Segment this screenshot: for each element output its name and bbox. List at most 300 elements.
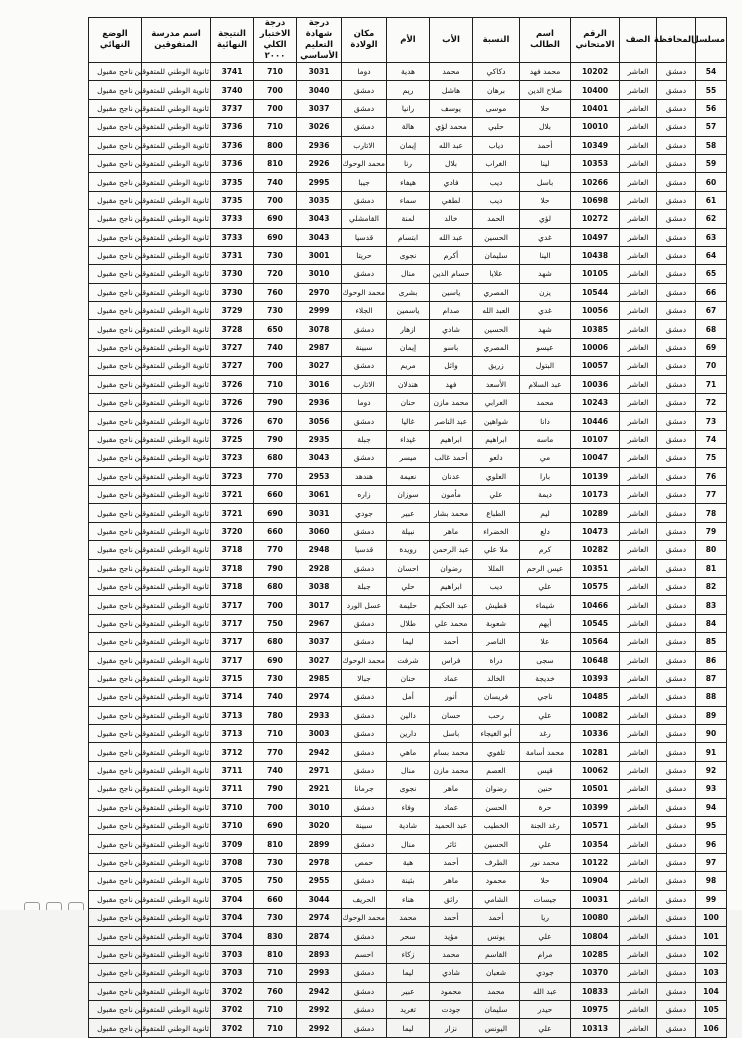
cell-final-status: ناجح مقبول	[89, 651, 142, 669]
cell-final-status: ناجح مقبول	[89, 596, 142, 614]
cell-school-name: ثانوية الوطني للمتفوقين	[142, 283, 211, 301]
cell-student-name: بلال	[520, 118, 571, 136]
cell-serial: 94	[696, 798, 727, 816]
cell-final-result: 3705	[211, 872, 254, 890]
cell-basic-education-score: 2936	[297, 136, 342, 154]
cell-governorate: دمشق	[657, 577, 696, 595]
cell-final-status: ناجح مقبول	[89, 633, 142, 651]
cell-basic-education-score: 3010	[297, 798, 342, 816]
cell-basic-education-score: 2974	[297, 908, 342, 926]
cell-final-status: ناجح مقبول	[89, 504, 142, 522]
cell-total-test-score: 700	[254, 81, 297, 99]
cell-basic-education-score: 2992	[297, 1019, 342, 1037]
cell-mother-name: سوزان	[387, 485, 430, 503]
cell-final-result: 3702	[211, 982, 254, 1000]
cell-final-result: 3726	[211, 394, 254, 412]
cell-mother-name: أمل	[387, 688, 430, 706]
cell-grade: العاشر	[620, 743, 657, 761]
cell-final-result: 3733	[211, 228, 254, 246]
cell-governorate: دمشق	[657, 890, 696, 908]
cell-grade: العاشر	[620, 191, 657, 209]
cell-exam-number: 10082	[571, 706, 620, 724]
cell-grade: العاشر	[620, 651, 657, 669]
cell-student-name: حلا	[520, 99, 571, 117]
cell-basic-education-score: 2942	[297, 982, 342, 1000]
cell-surname: موسى	[473, 99, 520, 117]
cell-basic-education-score: 3060	[297, 522, 342, 540]
cell-mother-name: دارين	[387, 725, 430, 743]
cell-student-name: علا	[520, 633, 571, 651]
cell-birthplace: دمشق	[342, 964, 387, 982]
cell-student-name: بارا	[520, 467, 571, 485]
cell-father-name: محمد بسام	[430, 743, 473, 761]
cell-grade: العاشر	[620, 1000, 657, 1018]
cell-father-name: رائق	[430, 890, 473, 908]
cell-school-name: ثانوية الوطني للمتفوقين	[142, 596, 211, 614]
cell-student-name: حيدر	[520, 1000, 571, 1018]
cell-father-name: عبد الناصر	[430, 412, 473, 430]
cell-father-name: ابراهيم	[430, 430, 473, 448]
cell-basic-education-score: 3040	[297, 81, 342, 99]
binder-mark-icon	[46, 902, 62, 910]
table-row	[89, 449, 727, 467]
cell-exam-number: 10281	[571, 743, 620, 761]
cell-total-test-score: 710	[254, 1000, 297, 1018]
cell-final-result: 3730	[211, 265, 254, 283]
cell-exam-number: 10080	[571, 908, 620, 926]
cell-father-name: هاشل	[430, 81, 473, 99]
column-header-mother-name: الأم	[387, 18, 430, 63]
cell-serial: 102	[696, 945, 727, 963]
cell-mother-name: حليمة	[387, 596, 430, 614]
cell-governorate: دمشق	[657, 522, 696, 540]
cell-final-result: 3718	[211, 541, 254, 559]
table-row	[89, 541, 727, 559]
cell-mother-name: نجوى	[387, 246, 430, 264]
cell-governorate: دمشق	[657, 191, 696, 209]
cell-total-test-score: 690	[254, 228, 297, 246]
cell-serial: 68	[696, 320, 727, 338]
cell-final-status: ناجح مقبول	[89, 835, 142, 853]
table-row	[89, 1019, 727, 1037]
cell-grade: العاشر	[620, 559, 657, 577]
cell-school-name: ثانوية الوطني للمتفوقين	[142, 357, 211, 375]
cell-final-result: 3717	[211, 614, 254, 632]
cell-school-name: ثانوية الوطني للمتفوقين	[142, 853, 211, 871]
cell-school-name: ثانوية الوطني للمتفوقين	[142, 228, 211, 246]
cell-student-name: جيسات	[520, 890, 571, 908]
cell-serial: 59	[696, 154, 727, 172]
column-header-birthplace: مكان الولادة	[342, 18, 387, 63]
cell-governorate: دمشق	[657, 633, 696, 651]
cell-exam-number: 10289	[571, 504, 620, 522]
cell-school-name: ثانوية الوطني للمتفوقين	[142, 1019, 211, 1037]
cell-student-name: عيسو	[520, 338, 571, 356]
cell-student-name: مي	[520, 449, 571, 467]
cell-school-name: ثانوية الوطني للمتفوقين	[142, 725, 211, 743]
table-row	[89, 467, 727, 485]
cell-serial: 90	[696, 725, 727, 743]
cell-mother-name: ازهار	[387, 320, 430, 338]
cell-school-name: ثانوية الوطني للمتفوقين	[142, 338, 211, 356]
cell-student-name: دلع	[520, 522, 571, 540]
cell-mother-name: نعيمة	[387, 467, 430, 485]
table-row	[89, 173, 727, 191]
cell-final-result: 3727	[211, 357, 254, 375]
cell-father-name: فهد	[430, 375, 473, 393]
cell-governorate: دمشق	[657, 725, 696, 743]
cell-final-status: ناجح مقبول	[89, 81, 142, 99]
cell-exam-number: 10272	[571, 210, 620, 228]
cell-basic-education-score: 2992	[297, 1000, 342, 1018]
cell-serial: 72	[696, 394, 727, 412]
cell-father-name: حسام الدين	[430, 265, 473, 283]
cell-total-test-score: 780	[254, 706, 297, 724]
column-header-total-test-score: درجة الاختبار الكلي ٢٠٠٠	[254, 18, 297, 63]
cell-birthplace: قدسيا	[342, 541, 387, 559]
cell-exam-number: 10202	[571, 63, 620, 81]
cell-total-test-score: 740	[254, 173, 297, 191]
cell-birthplace: دمشق	[342, 761, 387, 779]
cell-final-status: ناجح مقبول	[89, 449, 142, 467]
cell-grade: العاشر	[620, 412, 657, 430]
cell-mother-name: ياسمين	[387, 302, 430, 320]
cell-basic-education-score: 3031	[297, 63, 342, 81]
column-header-grade: الصف	[620, 18, 657, 63]
results-table	[88, 17, 727, 1038]
cell-serial: 100	[696, 908, 727, 926]
cell-serial: 74	[696, 430, 727, 448]
cell-exam-number: 10975	[571, 1000, 620, 1018]
cell-serial: 64	[696, 246, 727, 264]
cell-basic-education-score: 2953	[297, 467, 342, 485]
cell-student-name: علي	[520, 706, 571, 724]
cell-final-result: 3735	[211, 191, 254, 209]
cell-student-name: محمد نور	[520, 853, 571, 871]
cell-final-status: ناجح مقبول	[89, 761, 142, 779]
cell-basic-education-score: 2985	[297, 669, 342, 687]
cell-father-name: عبد الله	[430, 228, 473, 246]
cell-surname: ابراهيم	[473, 430, 520, 448]
cell-surname: الحسن	[473, 798, 520, 816]
cell-surname: العصم	[473, 761, 520, 779]
table-row	[89, 338, 727, 356]
cell-serial: 97	[696, 853, 727, 871]
cell-final-status: ناجح مقبول	[89, 394, 142, 412]
cell-final-result: 3710	[211, 817, 254, 835]
cell-student-name: سجى	[520, 651, 571, 669]
cell-school-name: ثانوية الوطني للمتفوقين	[142, 743, 211, 761]
cell-governorate: دمشق	[657, 1019, 696, 1037]
cell-basic-education-score: 2993	[297, 964, 342, 982]
cell-school-name: ثانوية الوطني للمتفوقين	[142, 872, 211, 890]
table-row	[89, 651, 727, 669]
cell-school-name: ثانوية الوطني للمتفوقين	[142, 99, 211, 117]
cell-final-result: 3723	[211, 449, 254, 467]
cell-exam-number: 10698	[571, 191, 620, 209]
cell-school-name: ثانوية الوطني للمتفوقين	[142, 63, 211, 81]
cell-serial: 71	[696, 375, 727, 393]
cell-birthplace: هندهد	[342, 467, 387, 485]
cell-final-result: 3718	[211, 559, 254, 577]
cell-surname: دياب	[473, 136, 520, 154]
cell-grade: العاشر	[620, 725, 657, 743]
cell-school-name: ثانوية الوطني للمتفوقين	[142, 412, 211, 430]
cell-governorate: دمشق	[657, 982, 696, 1000]
column-header-basic-education-score: درجة شهادة التعليم الأساسي	[297, 18, 342, 63]
cell-surname: العرابي	[473, 394, 520, 412]
cell-school-name: ثانوية الوطني للمتفوقين	[142, 927, 211, 945]
cell-mother-name: بثينة	[387, 872, 430, 890]
cell-final-result: 3710	[211, 798, 254, 816]
table-row	[89, 136, 727, 154]
cell-birthplace: محمد الوحوك	[342, 283, 387, 301]
cell-final-result: 3730	[211, 283, 254, 301]
cell-father-name: وائل	[430, 357, 473, 375]
cell-mother-name: رويدة	[387, 541, 430, 559]
cell-basic-education-score: 2995	[297, 173, 342, 191]
cell-father-name: أنور	[430, 688, 473, 706]
cell-surname: دلعو	[473, 449, 520, 467]
cell-exam-number: 10313	[571, 1019, 620, 1037]
cell-school-name: ثانوية الوطني للمتفوقين	[142, 669, 211, 687]
cell-total-test-score: 700	[254, 798, 297, 816]
cell-total-test-score: 730	[254, 246, 297, 264]
cell-total-test-score: 750	[254, 614, 297, 632]
cell-final-result: 3721	[211, 485, 254, 503]
cell-exam-number: 10105	[571, 265, 620, 283]
cell-school-name: ثانوية الوطني للمتفوقين	[142, 541, 211, 559]
cell-grade: العاشر	[620, 81, 657, 99]
cell-total-test-score: 710	[254, 964, 297, 982]
cell-final-status: ناجح مقبول	[89, 706, 142, 724]
cell-total-test-score: 700	[254, 357, 297, 375]
cell-student-name: عبد الله	[520, 982, 571, 1000]
cell-serial: 83	[696, 596, 727, 614]
cell-final-status: ناجح مقبول	[89, 485, 142, 503]
cell-grade: العاشر	[620, 173, 657, 191]
cell-school-name: ثانوية الوطني للمتفوقين	[142, 798, 211, 816]
cell-governorate: دمشق	[657, 154, 696, 172]
cell-final-result: 3717	[211, 596, 254, 614]
cell-governorate: دمشق	[657, 743, 696, 761]
cell-final-result: 3717	[211, 651, 254, 669]
cell-student-name: ليم	[520, 504, 571, 522]
cell-exam-number: 10351	[571, 559, 620, 577]
cell-birthplace: دمشق	[342, 81, 387, 99]
cell-total-test-score: 670	[254, 412, 297, 430]
cell-student-name: محمد	[520, 394, 571, 412]
cell-school-name: ثانوية الوطني للمتفوقين	[142, 761, 211, 779]
cell-student-name: حلا	[520, 872, 571, 890]
cell-final-result: 3702	[211, 1019, 254, 1037]
cell-student-name: رغد	[520, 725, 571, 743]
cell-school-name: ثانوية الوطني للمتفوقين	[142, 449, 211, 467]
cell-mother-name: منال	[387, 835, 430, 853]
table-row	[89, 210, 727, 228]
cell-father-name: باسو	[430, 338, 473, 356]
cell-school-name: ثانوية الوطني للمتفوقين	[142, 964, 211, 982]
cell-mother-name: حنان	[387, 669, 430, 687]
cell-governorate: دمشق	[657, 265, 696, 283]
cell-total-test-score: 830	[254, 927, 297, 945]
cell-serial: 60	[696, 173, 727, 191]
cell-father-name: ثائر	[430, 835, 473, 853]
cell-mother-name: محمد	[387, 908, 430, 926]
cell-final-status: ناجح مقبول	[89, 99, 142, 117]
table-row	[89, 798, 727, 816]
cell-school-name: ثانوية الوطني للمتفوقين	[142, 688, 211, 706]
cell-final-status: ناجح مقبول	[89, 669, 142, 687]
cell-basic-education-score: 2874	[297, 927, 342, 945]
cell-governorate: دمشق	[657, 320, 696, 338]
cell-surname: يونس	[473, 927, 520, 945]
cell-surname: المصري	[473, 338, 520, 356]
cell-student-name: دانا	[520, 412, 571, 430]
column-header-student-name: اسم الطالب	[520, 18, 571, 63]
cell-final-status: ناجح مقبول	[89, 559, 142, 577]
cell-final-status: ناجح مقبول	[89, 1000, 142, 1018]
cell-surname: شعبان	[473, 964, 520, 982]
cell-governorate: دمشق	[657, 964, 696, 982]
cell-student-name: جودي	[520, 964, 571, 982]
cell-father-name: محمد	[430, 63, 473, 81]
cell-surname: المللا	[473, 559, 520, 577]
cell-governorate: دمشق	[657, 817, 696, 835]
cell-exam-number: 10466	[571, 596, 620, 614]
table-row	[89, 577, 727, 595]
cell-serial: 96	[696, 835, 727, 853]
cell-governorate: دمشق	[657, 1000, 696, 1018]
cell-exam-number: 10056	[571, 302, 620, 320]
cell-serial: 62	[696, 210, 727, 228]
cell-exam-number: 10285	[571, 945, 620, 963]
cell-final-result: 3709	[211, 835, 254, 853]
column-header-father-name: الأب	[430, 18, 473, 63]
cell-exam-number: 10173	[571, 485, 620, 503]
cell-grade: العاشر	[620, 522, 657, 540]
cell-final-result: 3711	[211, 780, 254, 798]
cell-student-name: لينا	[520, 154, 571, 172]
cell-father-name: محمد مازن	[430, 761, 473, 779]
cell-total-test-score: 710	[254, 118, 297, 136]
cell-total-test-score: 710	[254, 375, 297, 393]
table-row	[89, 246, 727, 264]
cell-total-test-score: 710	[254, 725, 297, 743]
cell-governorate: دمشق	[657, 485, 696, 503]
cell-total-test-score: 680	[254, 633, 297, 651]
cell-mother-name: حنان	[387, 394, 430, 412]
cell-mother-name: شرفت	[387, 651, 430, 669]
cell-final-status: ناجح مقبول	[89, 302, 142, 320]
cell-mother-name: عبير	[387, 504, 430, 522]
cell-final-result: 3717	[211, 633, 254, 651]
cell-mother-name: منال	[387, 761, 430, 779]
cell-mother-name: ماهي	[387, 743, 430, 761]
cell-birthplace: دمشق	[342, 449, 387, 467]
cell-father-name: عبد الحميد	[430, 817, 473, 835]
cell-serial: 105	[696, 1000, 727, 1018]
cell-final-result: 3704	[211, 890, 254, 908]
cell-final-result: 3723	[211, 467, 254, 485]
cell-governorate: دمشق	[657, 228, 696, 246]
cell-birthplace: سبينة	[342, 817, 387, 835]
cell-governorate: دمشق	[657, 688, 696, 706]
cell-father-name: يوسف	[430, 99, 473, 117]
cell-exam-number: 10497	[571, 228, 620, 246]
cell-exam-number: 10266	[571, 173, 620, 191]
cell-governorate: دمشق	[657, 283, 696, 301]
cell-governorate: دمشق	[657, 430, 696, 448]
cell-student-name: محمد فهد	[520, 63, 571, 81]
cell-birthplace: دمشق	[342, 706, 387, 724]
cell-final-status: ناجح مقبول	[89, 614, 142, 632]
cell-mother-name: زكاء	[387, 945, 430, 963]
cell-surname: ديب	[473, 173, 520, 191]
cell-school-name: ثانوية الوطني للمتفوقين	[142, 706, 211, 724]
cell-serial: 66	[696, 283, 727, 301]
cell-grade: العاشر	[620, 467, 657, 485]
cell-student-name: ريا	[520, 908, 571, 926]
cell-basic-education-score: 3017	[297, 596, 342, 614]
cell-governorate: دمشق	[657, 780, 696, 798]
cell-surname: زريق	[473, 357, 520, 375]
cell-school-name: ثانوية الوطني للمتفوقين	[142, 191, 211, 209]
cell-student-name: حرة	[520, 798, 571, 816]
cell-grade: العاشر	[620, 614, 657, 632]
cell-governorate: دمشق	[657, 835, 696, 853]
cell-serial: 65	[696, 265, 727, 283]
cell-birthplace: دوما	[342, 63, 387, 81]
cell-birthplace: دمشق	[342, 614, 387, 632]
cell-grade: العاشر	[620, 265, 657, 283]
table-row	[89, 964, 727, 982]
cell-father-name: أحمد	[430, 908, 473, 926]
cell-birthplace: دمشق	[342, 118, 387, 136]
cell-exam-number: 10353	[571, 154, 620, 172]
cell-school-name: ثانوية الوطني للمتفوقين	[142, 320, 211, 338]
cell-serial: 58	[696, 136, 727, 154]
cell-father-name: عبد الرحمن	[430, 541, 473, 559]
cell-total-test-score: 690	[254, 651, 297, 669]
table-row	[89, 320, 727, 338]
cell-grade: العاشر	[620, 596, 657, 614]
cell-serial: 85	[696, 633, 727, 651]
cell-serial: 104	[696, 982, 727, 1000]
cell-grade: العاشر	[620, 669, 657, 687]
cell-governorate: دمشق	[657, 338, 696, 356]
table-row	[89, 614, 727, 632]
cell-grade: العاشر	[620, 541, 657, 559]
cell-birthplace: سبينة	[342, 338, 387, 356]
cell-school-name: ثانوية الوطني للمتفوقين	[142, 81, 211, 99]
cell-total-test-score: 760	[254, 283, 297, 301]
cell-serial: 76	[696, 467, 727, 485]
cell-final-result: 3740	[211, 81, 254, 99]
cell-student-name: محمد أسامة	[520, 743, 571, 761]
cell-governorate: دمشق	[657, 706, 696, 724]
cell-governorate: دمشق	[657, 761, 696, 779]
cell-father-name: أحمد غالب	[430, 449, 473, 467]
cell-birthplace: جرمانا	[342, 780, 387, 798]
cell-serial: 63	[696, 228, 727, 246]
cell-final-status: ناجح مقبول	[89, 210, 142, 228]
cell-basic-education-score: 2893	[297, 945, 342, 963]
cell-surname: أبو الغيجاء	[473, 725, 520, 743]
cell-serial: 88	[696, 688, 727, 706]
cell-grade: العاشر	[620, 504, 657, 522]
cell-final-status: ناجح مقبول	[89, 908, 142, 926]
